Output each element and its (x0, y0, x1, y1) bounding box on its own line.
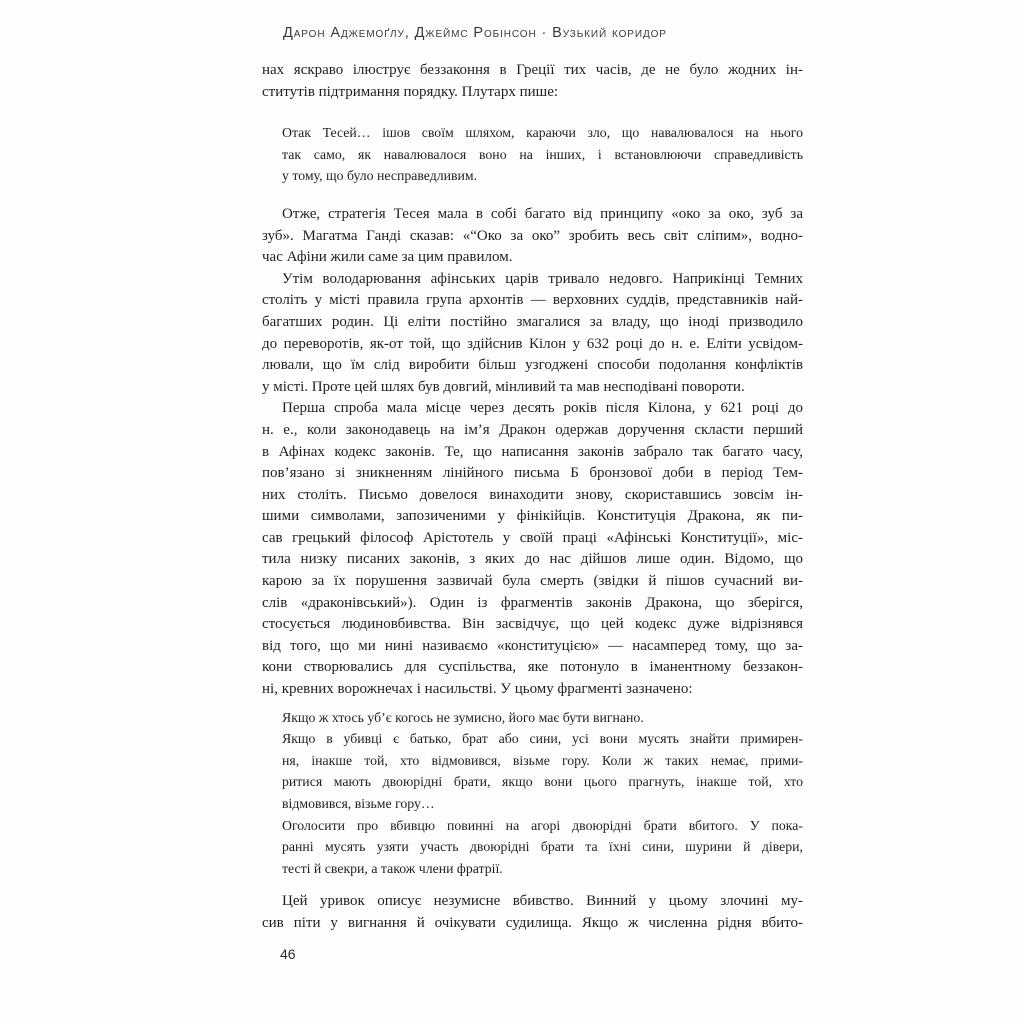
running-header: Дарон Аджемоґлу, Джеймс Робінсон · Вузький коридор (283, 25, 667, 41)
text-line: Отже, стратегія Тесея мала в собі багато від принципу «око за око, зуб за (282, 205, 803, 222)
text-line: них століть. Письмо довелося винаходити знову, скориставшись зовсім ін- (262, 486, 803, 503)
text-line: у місті. Проте цей шлях був довгий, мінливий та мав несподівані повороти. (262, 378, 745, 395)
body-paragraph (262, 398, 803, 700)
text-line: час Афіни жили саме за цим правилом. (262, 249, 513, 266)
text-line: ранні мусять узяти участь двоюрідні брати та їхні сини, шурини й дівери, (282, 839, 803, 855)
text-line: в Афінах кодекс законів. Те, що написання законів забрало так багато часу, (262, 443, 803, 460)
text-line: кони створювались для суспільства, яке потонуло в іманентному беззакон- (262, 659, 803, 676)
text-line: ститутів підтримання порядку. Плутарх пише: (262, 83, 559, 100)
text-line: від того, що ми нині називаємо «конституцією» — насамперед тому, що за- (262, 637, 803, 654)
text-line: Якщо в убивці є батько, брат або сини, усі вони мусять знайти примирен- (282, 731, 803, 747)
text-line: тесті й свекри, а також члени фратрії. (282, 860, 503, 876)
text-line: відмовився, візьме гору… (282, 796, 435, 811)
text-line: багатших родин. Ці еліти постійно змагалися за владу, що іноді призводило (262, 313, 803, 330)
block-quote (262, 122, 803, 187)
text-line: н. е., коли законодавець на ім’я Дракон одержав доручення скласти перший (262, 421, 803, 438)
text-line: зуб». Магатма Ганді сказав: «“Око за око” зробить весь світ сліпим», водно- (262, 227, 803, 244)
text-line: нах яскраво ілюструє беззаконня в Греції тих часів, де не було жодних ін- (262, 62, 803, 78)
text-line: ня, інакше той, хто відмовився, візьме гору. Коли ж таких немає, прими- (282, 752, 803, 768)
body-paragraph (262, 204, 803, 269)
text-line: пов’язано зі зникненням лінійного письма Б бронзової доби в період Тем- (262, 465, 803, 482)
text-line: століть у місті правила група архонтів — верховних суддів, представників най- (262, 292, 803, 309)
text-column (262, 60, 803, 935)
body-paragraph (262, 60, 803, 103)
text-line: карою за їх порушення зазвичай була смерть (звідки й пішов сучасний ви- (262, 573, 803, 590)
text-line: Цей уривок описує незумисне вбивство. Винний у цьому злочині му- (282, 893, 803, 910)
text-line: стосується людиновбивства. Він засвідчує, що цей кодекс дуже відрізнявся (262, 616, 803, 633)
text-line: Утім володарювання афінських царів тривало недовго. Наприкінці Темних (282, 270, 803, 287)
block-quote (262, 707, 803, 880)
text-line: у тому, що було несправедливим. (282, 168, 478, 184)
text-line: сив піти у вигнання й очікувати судилища. Якщо ж численна рідня вбито- (262, 914, 803, 931)
text-line: Перша спроба мала місце через десять років після Кілона, у 621 році до (282, 400, 803, 417)
text-line: до переворотів, як-от той, що здійснив Кілон у 632 році до н. е. Еліти усвідом- (262, 335, 803, 352)
text-line: шими символами, запозиченими у фінікійців. Конституція Дракона, як пи- (262, 508, 803, 525)
page-number: 46 (280, 946, 296, 962)
body-paragraph (262, 891, 803, 934)
text-line: ритися мають двоюрідні брати, якщо вони цього прагнуть, інакше той, хто (282, 774, 803, 790)
text-line: Отак Тесей… ішов своїм шляхом, караючи зло, що навалювалося на нього (282, 125, 803, 141)
text-line: Якщо ж хтось уб’є когось не зумисно, його має бути вигнано. (282, 709, 644, 725)
text-line: сав грецький філософ Арістотель у своїй праці «Афінські Конституції», міс- (262, 529, 803, 546)
body-paragraph (262, 269, 803, 399)
text-line: Оголосити про вбивцю повинні на агорі двоюрідні брати вбитого. У пока- (282, 817, 803, 833)
text-line: слів «драконівський»). Один із фрагментів законів Дракона, що зберігся, (262, 594, 803, 611)
text-line: так само, як навалювалося воно на інших, і встановлюючи справедливість (282, 146, 803, 162)
text-line: лювали, що їм слід виробити більш узгоджені способи подолання конфліктів (262, 357, 803, 374)
text-line: ні, кревних ворожнечах і насильстві. У цьому фрагменті зазначено: (262, 681, 693, 698)
text-line: тила низку писаних законів, з яких до нас дійшов лише один. Відомо, що (262, 551, 803, 568)
